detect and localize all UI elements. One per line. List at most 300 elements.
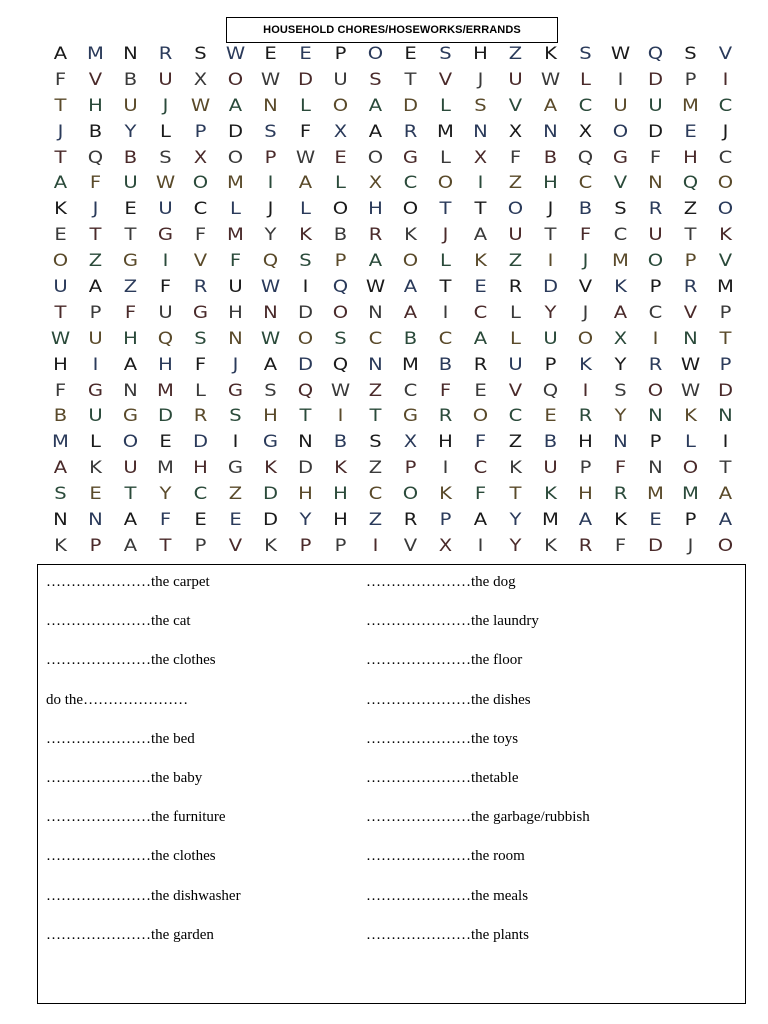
grid-letter: G bbox=[87, 380, 104, 401]
grid-letter: H bbox=[438, 432, 453, 453]
grid-letter: U bbox=[123, 173, 138, 194]
grid-letter: F bbox=[89, 173, 102, 194]
grid-letter: K bbox=[509, 458, 522, 479]
grid-letter: L bbox=[510, 328, 521, 349]
grid-letter: F bbox=[54, 380, 67, 401]
grid-letter: R bbox=[648, 199, 663, 220]
worksheet-title: HOUSEHOLD CHORES/HOSEWORKS/ERRANDS bbox=[226, 17, 558, 43]
grid-letter: O bbox=[472, 406, 489, 427]
grid-letter: P bbox=[544, 354, 557, 375]
exercise-item: …………………the dog bbox=[366, 574, 516, 590]
grid-letter: D bbox=[542, 276, 559, 297]
grid-letter: D bbox=[262, 484, 279, 505]
grid-letter: U bbox=[648, 95, 663, 116]
grid-letter: P bbox=[684, 251, 697, 272]
grid-letter: Z bbox=[368, 458, 383, 479]
grid-letter: T bbox=[719, 458, 732, 479]
grid-letter: U bbox=[88, 328, 103, 349]
grid-letter: U bbox=[158, 199, 173, 220]
grid-letter: A bbox=[718, 484, 733, 505]
grid-letter: S bbox=[614, 380, 627, 401]
grid-letter: N bbox=[648, 173, 663, 194]
grid-letter: O bbox=[717, 199, 734, 220]
grid-letter: X bbox=[613, 328, 628, 349]
grid-letter: R bbox=[648, 354, 663, 375]
grid-letter: Z bbox=[123, 276, 138, 297]
grid-letter: H bbox=[333, 484, 348, 505]
grid-letter: O bbox=[577, 328, 594, 349]
grid-letter: V bbox=[438, 69, 453, 90]
grid-letter: B bbox=[333, 225, 348, 246]
grid-letter: B bbox=[543, 147, 558, 168]
grid-letter: W bbox=[260, 276, 281, 297]
grid-letter: J bbox=[57, 121, 64, 142]
exercise-item: …………………the toys bbox=[366, 730, 519, 747]
grid-letter: D bbox=[297, 69, 314, 90]
grid-letter: A bbox=[543, 95, 558, 116]
grid-letter: N bbox=[613, 432, 628, 453]
grid-letter: T bbox=[124, 225, 137, 246]
grid-letter: L bbox=[300, 199, 311, 220]
grid-letter: V bbox=[578, 276, 593, 297]
exercise-item: …………………the carpet bbox=[46, 574, 210, 590]
grid-letter: W bbox=[50, 328, 71, 349]
grid-letter: H bbox=[123, 328, 138, 349]
grid-letter: K bbox=[684, 406, 697, 427]
grid-letter: E bbox=[54, 225, 67, 246]
grid-letter: N bbox=[368, 354, 383, 375]
grid-letter: U bbox=[333, 69, 348, 90]
grid-letter: T bbox=[299, 406, 312, 427]
grid-letter: G bbox=[122, 251, 139, 272]
grid-letter: M bbox=[647, 484, 664, 505]
grid-letter: C bbox=[403, 380, 418, 401]
grid-letter: Y bbox=[299, 509, 312, 530]
grid-letter: M bbox=[87, 43, 104, 64]
grid-letter: A bbox=[403, 276, 418, 297]
grid-letter: S bbox=[264, 380, 277, 401]
grid-letter: P bbox=[194, 121, 207, 142]
grid-letter: B bbox=[88, 121, 103, 142]
grid-letter: P bbox=[334, 43, 347, 64]
grid-letter: W bbox=[365, 276, 386, 297]
grid-letter: N bbox=[543, 121, 558, 142]
grid-letter: F bbox=[194, 225, 207, 246]
grid-letter: N bbox=[53, 509, 68, 530]
grid-letter: M bbox=[157, 380, 174, 401]
grid-letter: O bbox=[717, 535, 734, 556]
grid-letter: D bbox=[157, 406, 174, 427]
exercise-item: …………………the cat bbox=[46, 613, 191, 630]
grid-letter: R bbox=[578, 406, 593, 427]
grid-letter: A bbox=[578, 509, 593, 530]
grid-letter: N bbox=[648, 406, 663, 427]
grid-letter: I bbox=[92, 354, 99, 375]
grid-letter: D bbox=[647, 121, 664, 142]
grid-letter: D bbox=[262, 509, 279, 530]
exercise-item: do the………………… bbox=[46, 691, 189, 708]
grid-letter: W bbox=[225, 43, 246, 64]
grid-letter: B bbox=[403, 328, 418, 349]
grid-letter: A bbox=[298, 173, 313, 194]
grid-letter: K bbox=[544, 535, 557, 556]
grid-letter: B bbox=[543, 432, 558, 453]
grid-letter: B bbox=[578, 199, 593, 220]
grid-letter: I bbox=[617, 69, 624, 90]
grid-letter: I bbox=[232, 432, 239, 453]
grid-letter: J bbox=[442, 225, 449, 246]
grid-letter: O bbox=[437, 173, 454, 194]
grid-letter: S bbox=[299, 251, 312, 272]
grid-letter: O bbox=[227, 147, 244, 168]
grid-letter: O bbox=[612, 121, 629, 142]
grid-letter: W bbox=[260, 328, 281, 349]
grid-letter: O bbox=[332, 199, 349, 220]
exercise-item: …………………the meals bbox=[366, 887, 529, 904]
grid-letter: G bbox=[612, 147, 629, 168]
grid-letter: S bbox=[439, 43, 452, 64]
grid-letter: U bbox=[613, 95, 628, 116]
grid-letter: P bbox=[264, 147, 277, 168]
grid-letter: L bbox=[685, 432, 696, 453]
grid-letter: V bbox=[613, 173, 628, 194]
grid-letter: F bbox=[54, 69, 67, 90]
grid-letter: U bbox=[648, 225, 663, 246]
grid-letter: Z bbox=[508, 43, 523, 64]
grid-letter: V bbox=[718, 251, 733, 272]
grid-letter: I bbox=[267, 173, 274, 194]
grid-letter: I bbox=[547, 251, 554, 272]
grid-letter: H bbox=[333, 509, 348, 530]
grid-letter: S bbox=[474, 95, 487, 116]
exercise-item: …………………the room bbox=[366, 848, 525, 865]
word-search-grid bbox=[43, 41, 743, 559]
grid-letter: C bbox=[473, 458, 488, 479]
grid-letter: L bbox=[440, 95, 451, 116]
grid-letter: Z bbox=[368, 509, 383, 530]
grid-letter: D bbox=[227, 121, 244, 142]
grid-letter: A bbox=[403, 302, 418, 323]
grid-letter: C bbox=[718, 95, 733, 116]
grid-letter: Z bbox=[228, 484, 243, 505]
grid-letter: N bbox=[123, 380, 138, 401]
grid-letter: C bbox=[648, 302, 663, 323]
exercise-item: …………………the plants bbox=[366, 926, 529, 943]
grid-letter: F bbox=[299, 121, 312, 142]
grid-letter: S bbox=[54, 484, 67, 505]
grid-letter: U bbox=[53, 276, 68, 297]
grid-letter: F bbox=[614, 458, 627, 479]
grid-letter: A bbox=[263, 354, 278, 375]
grid-letter: X bbox=[578, 121, 593, 142]
grid-letter: H bbox=[578, 484, 593, 505]
grid-letter: E bbox=[474, 276, 487, 297]
grid-letter: X bbox=[438, 535, 453, 556]
grid-letter: G bbox=[227, 458, 244, 479]
grid-letter: T bbox=[124, 484, 137, 505]
grid-letter: F bbox=[159, 509, 172, 530]
grid-letter: K bbox=[544, 484, 557, 505]
grid-letter: Y bbox=[509, 535, 522, 556]
grid-letter: S bbox=[194, 328, 207, 349]
grid-letter: K bbox=[299, 225, 312, 246]
grid-letter: A bbox=[88, 276, 103, 297]
grid-letter: K bbox=[404, 225, 417, 246]
grid-letter: G bbox=[262, 432, 279, 453]
grid-letter: P bbox=[684, 509, 697, 530]
grid-letter: L bbox=[580, 69, 591, 90]
grid-letter: U bbox=[508, 225, 523, 246]
grid-letter: I bbox=[652, 328, 659, 349]
grid-letter: L bbox=[195, 380, 206, 401]
grid-letter: J bbox=[547, 199, 554, 220]
grid-letter: S bbox=[369, 69, 382, 90]
grid-letter: O bbox=[402, 484, 419, 505]
grid-letter: O bbox=[717, 173, 734, 194]
grid-letter: B bbox=[333, 432, 348, 453]
grid-letter: M bbox=[682, 95, 699, 116]
grid-letter: W bbox=[680, 354, 701, 375]
exercise-item: …………………the bed bbox=[46, 730, 195, 747]
grid-letter: L bbox=[335, 173, 346, 194]
grid-letter: U bbox=[508, 354, 523, 375]
grid-letter: I bbox=[722, 69, 729, 90]
grid-letter: E bbox=[649, 509, 662, 530]
grid-letter: I bbox=[477, 535, 484, 556]
grid-letter: G bbox=[402, 406, 419, 427]
grid-letter: C bbox=[473, 302, 488, 323]
grid-letter: T bbox=[719, 328, 732, 349]
grid-letter: M bbox=[227, 173, 244, 194]
grid-letter: N bbox=[263, 95, 278, 116]
grid-letter: V bbox=[88, 69, 103, 90]
grid-letter: I bbox=[337, 406, 344, 427]
grid-letter: M bbox=[717, 276, 734, 297]
grid-letter: F bbox=[229, 251, 242, 272]
grid-letter: K bbox=[614, 509, 627, 530]
grid-letter: W bbox=[610, 43, 631, 64]
grid-letter: T bbox=[684, 225, 697, 246]
grid-letter: O bbox=[52, 251, 69, 272]
grid-letter: I bbox=[302, 276, 309, 297]
grid-letter: N bbox=[718, 406, 733, 427]
grid-letter: Q bbox=[332, 354, 349, 375]
exercise-item: …………………the floor bbox=[366, 652, 523, 669]
grid-letter: M bbox=[157, 458, 174, 479]
grid-letter: H bbox=[368, 199, 383, 220]
grid-letter: E bbox=[334, 147, 347, 168]
grid-letter: E bbox=[404, 43, 417, 64]
grid-letter: S bbox=[334, 328, 347, 349]
grid-letter: L bbox=[300, 95, 311, 116]
grid-letter: O bbox=[647, 251, 664, 272]
grid-letter: L bbox=[90, 432, 101, 453]
grid-letter: Y bbox=[509, 509, 522, 530]
grid-letter: J bbox=[92, 199, 99, 220]
grid-letter: C bbox=[368, 484, 383, 505]
grid-letter: Q bbox=[542, 380, 559, 401]
grid-letter: T bbox=[54, 147, 67, 168]
grid-letter: Y bbox=[544, 302, 557, 323]
fill-in-exercise-box bbox=[37, 564, 746, 1004]
grid-letter: Y bbox=[124, 121, 137, 142]
grid-letter: C bbox=[718, 147, 733, 168]
grid-letter: M bbox=[437, 121, 454, 142]
grid-letter: P bbox=[334, 535, 347, 556]
grid-letter: H bbox=[473, 43, 488, 64]
grid-letter: N bbox=[298, 432, 313, 453]
grid-letter: O bbox=[367, 43, 384, 64]
grid-letter: P bbox=[89, 302, 102, 323]
grid-letter: E bbox=[124, 199, 137, 220]
grid-letter: W bbox=[680, 380, 701, 401]
grid-letter: G bbox=[157, 225, 174, 246]
grid-letter: F bbox=[124, 302, 137, 323]
grid-letter: W bbox=[540, 69, 561, 90]
grid-letter: C bbox=[613, 225, 628, 246]
grid-letter: J bbox=[722, 121, 729, 142]
grid-letter: K bbox=[474, 251, 487, 272]
grid-letter: J bbox=[477, 69, 484, 90]
grid-letter: E bbox=[474, 380, 487, 401]
exercise-item: …………………the garbage/rubbish bbox=[366, 809, 590, 826]
grid-letter: H bbox=[543, 173, 558, 194]
grid-letter: Y bbox=[264, 225, 277, 246]
grid-letter: E bbox=[264, 43, 277, 64]
grid-letter: P bbox=[299, 535, 312, 556]
grid-letter: U bbox=[158, 302, 173, 323]
grid-letter: O bbox=[332, 302, 349, 323]
grid-letter: C bbox=[403, 173, 418, 194]
grid-letter: A bbox=[228, 95, 243, 116]
grid-letter: O bbox=[507, 199, 524, 220]
grid-letter: D bbox=[402, 95, 419, 116]
grid-letter: O bbox=[367, 147, 384, 168]
grid-letter: N bbox=[368, 302, 383, 323]
exercise-item: …………………the clothes bbox=[46, 848, 216, 865]
grid-letter: A bbox=[473, 328, 488, 349]
grid-letter: G bbox=[227, 380, 244, 401]
grid-letter: H bbox=[298, 484, 313, 505]
grid-letter: J bbox=[162, 95, 169, 116]
grid-letter: R bbox=[368, 225, 383, 246]
grid-letter: Z bbox=[508, 173, 523, 194]
grid-letter: V bbox=[718, 43, 733, 64]
grid-letter: L bbox=[510, 302, 521, 323]
grid-letter: P bbox=[194, 535, 207, 556]
grid-letter: K bbox=[54, 199, 67, 220]
grid-letter: X bbox=[333, 121, 348, 142]
exercise-item: …………………the furniture bbox=[46, 809, 226, 826]
grid-letter: G bbox=[402, 147, 419, 168]
grid-letter: Q bbox=[262, 251, 279, 272]
grid-letter: B bbox=[53, 406, 68, 427]
grid-letter: A bbox=[473, 225, 488, 246]
grid-letter: V bbox=[508, 95, 523, 116]
grid-letter: N bbox=[228, 328, 243, 349]
grid-letter: R bbox=[613, 484, 628, 505]
grid-letter: Z bbox=[508, 432, 523, 453]
grid-letter: V bbox=[683, 302, 698, 323]
exercise-item: …………………the baby bbox=[46, 769, 203, 786]
grid-letter: Q bbox=[332, 276, 349, 297]
grid-letter: E bbox=[229, 509, 242, 530]
grid-letter: E bbox=[89, 484, 102, 505]
grid-letter: S bbox=[579, 43, 592, 64]
grid-letter: W bbox=[260, 69, 281, 90]
grid-letter: R bbox=[193, 406, 208, 427]
grid-letter: L bbox=[440, 251, 451, 272]
grid-letter: U bbox=[123, 458, 138, 479]
grid-letter: N bbox=[648, 458, 663, 479]
grid-letter: T bbox=[54, 95, 67, 116]
grid-letter: W bbox=[155, 173, 176, 194]
grid-letter: N bbox=[473, 121, 488, 142]
grid-letter: T bbox=[89, 225, 102, 246]
grid-letter: H bbox=[683, 147, 698, 168]
grid-letter: P bbox=[579, 458, 592, 479]
grid-letter: R bbox=[158, 43, 173, 64]
grid-letter: P bbox=[649, 432, 662, 453]
exercise-right-column bbox=[366, 573, 590, 965]
grid-letter: J bbox=[267, 199, 274, 220]
grid-letter: L bbox=[160, 121, 171, 142]
grid-letter: S bbox=[614, 199, 627, 220]
grid-letter: E bbox=[684, 121, 697, 142]
grid-letter: X bbox=[368, 173, 383, 194]
grid-letter: Q bbox=[297, 380, 314, 401]
grid-letter: H bbox=[578, 432, 593, 453]
grid-letter: C bbox=[368, 328, 383, 349]
grid-letter: V bbox=[403, 535, 418, 556]
grid-letter: S bbox=[229, 406, 242, 427]
grid-letter: S bbox=[684, 43, 697, 64]
grid-letter: F bbox=[474, 432, 487, 453]
grid-letter: A bbox=[53, 173, 68, 194]
grid-letter: N bbox=[123, 43, 138, 64]
grid-letter: D bbox=[647, 535, 664, 556]
grid-letter: F bbox=[474, 484, 487, 505]
grid-letter: K bbox=[334, 458, 347, 479]
grid-letter: I bbox=[442, 458, 449, 479]
grid-letter: O bbox=[227, 69, 244, 90]
grid-letter: P bbox=[334, 251, 347, 272]
grid-letter: P bbox=[649, 276, 662, 297]
grid-letter: I bbox=[477, 173, 484, 194]
grid-letter: W bbox=[190, 95, 211, 116]
grid-letter: X bbox=[508, 121, 523, 142]
grid-letter: G bbox=[192, 302, 209, 323]
grid-letter: O bbox=[402, 251, 419, 272]
grid-letter: D bbox=[192, 432, 209, 453]
grid-letter: P bbox=[719, 354, 732, 375]
exercise-item: …………………the laundry bbox=[366, 613, 539, 630]
grid-letter: V bbox=[193, 251, 208, 272]
grid-letter: U bbox=[123, 95, 138, 116]
grid-letter: Z bbox=[368, 380, 383, 401]
grid-letter: P bbox=[719, 302, 732, 323]
grid-letter: R bbox=[403, 509, 418, 530]
grid-letter: A bbox=[123, 354, 138, 375]
grid-letter: T bbox=[369, 406, 382, 427]
grid-letter: B bbox=[123, 147, 138, 168]
grid-letter: B bbox=[438, 354, 453, 375]
grid-letter: Q bbox=[577, 147, 594, 168]
grid-letter: F bbox=[649, 147, 662, 168]
grid-letter: U bbox=[508, 69, 523, 90]
grid-letter: W bbox=[295, 147, 316, 168]
grid-letter: I bbox=[582, 380, 589, 401]
